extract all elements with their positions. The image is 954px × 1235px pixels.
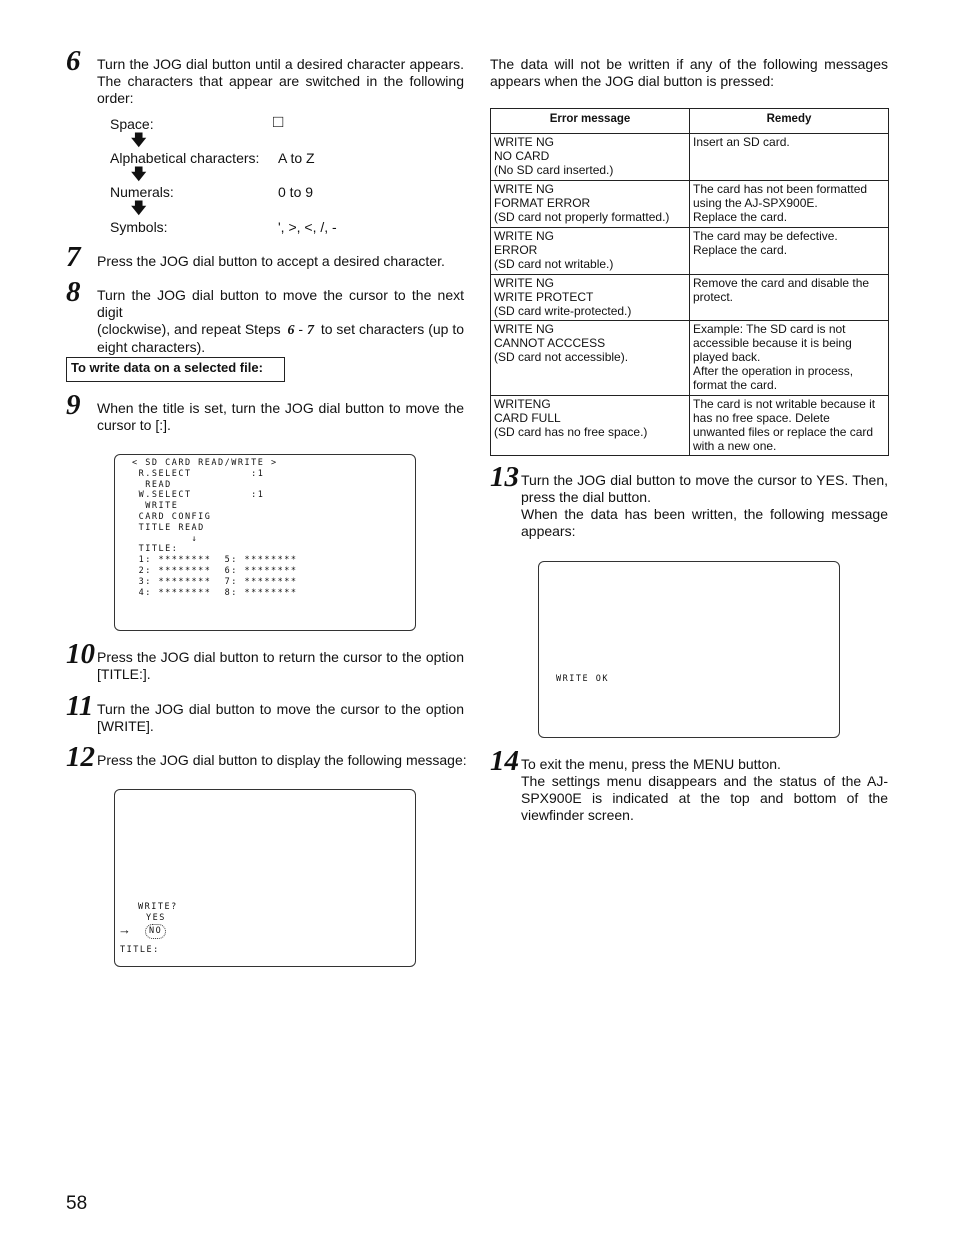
order-symbols-value: ', >, <, /, - <box>278 219 337 235</box>
cursor-arrow-icon: → <box>118 922 131 937</box>
page-number: 58 <box>66 1193 88 1214</box>
step-10-number: 10 <box>66 638 95 670</box>
write-ok-message: WRITE OK <box>556 674 609 684</box>
remedy-cell: The card has not been formatted using the AJ-SPX900E. Replace the card. <box>690 181 889 228</box>
step-6-text: Turn the JOG dial button until a desired character appears. The characters that appear are switched in the following order: <box>97 56 464 106</box>
order-space-label: Space: <box>110 116 154 132</box>
screen-menu-lines: < SD CARD READ/WRITE > R.SELECT :1 READ W.SELECT :1 WRITE CARD CONFIG TITLE READ ↓ TITLE: 1: ******** 5: ******** 2: ******** 6: ******** 3: ******** 7: ******** 4: ******** 8: ******** <box>132 458 298 598</box>
step-9-text: When the title is set, turn the JOG dial button to move the cursor to [:]. <box>97 400 464 433</box>
option-yes: YES <box>146 913 166 923</box>
error-message-cell: WRITENG CARD FULL (SD card has no free space.) <box>491 396 690 456</box>
remedy-cell: The card may be defective. Replace the card. <box>690 228 889 275</box>
remedy-cell: Insert an SD card. <box>690 134 889 181</box>
write-question: WRITE? <box>138 902 178 912</box>
step-10-text: Press the JOG dial button to return the cursor to the option [TITLE:]. <box>97 649 464 682</box>
step-6-number: 6 <box>66 45 81 77</box>
table-header-row <box>491 109 889 134</box>
error-message-cell: WRITE NG ERROR (SD card not writable.) <box>491 228 690 275</box>
step-12-text: Press the JOG dial button to display the following message: <box>97 752 467 768</box>
step-13-number: 13 <box>490 461 519 493</box>
table-row <box>491 228 889 275</box>
down-arrow-icon: 🡇 <box>131 166 147 183</box>
step-14-text: To exit the menu, press the MENU button. The settings menu disappears and the status of the AJ- SPX900E is indicated at the top and bottom of the viewfinder screen. <box>521 756 888 823</box>
title-label: TITLE: <box>120 945 160 955</box>
step-11-text: Turn the JOG dial button to move the cursor to the option [WRITE]. <box>97 701 464 734</box>
step-7-number: 7 <box>66 241 81 273</box>
remedy-cell: Example: The SD card is not accessible because it is being played back. After the operation in process, format the card. <box>690 321 889 396</box>
header-remedy: Remedy <box>690 109 889 134</box>
order-alpha-value: A to Z <box>278 150 315 166</box>
order-numerals-value: 0 to 9 <box>278 184 314 200</box>
error-message-cell: WRITE NG WRITE PROTECT (SD card write-protected.) <box>491 275 690 321</box>
error-message-cell: WRITE NG NO CARD (No SD card inserted.) <box>491 134 690 181</box>
remedy-cell: Remove the card and disable the protect. <box>690 275 889 321</box>
step-8-number: 8 <box>66 276 81 308</box>
remedy-cell: The card is not writable because it has no free space. Delete unwanted files or replace the card with a new one. <box>690 396 889 456</box>
down-arrow-icon: 🡇 <box>131 200 147 217</box>
error-message-cell: WRITE NG FORMAT ERROR (SD card not properly formatted.) <box>491 181 690 228</box>
table-row <box>491 275 889 321</box>
table-row <box>491 181 889 228</box>
table-intro: The data will not be written if any of the following messages appears when the JOG dial button is pressed: <box>490 56 888 89</box>
step-ref-7: 7 <box>306 323 314 338</box>
error-message-cell: WRITE NG CANNOT ACCCESS (SD card not accessible). <box>491 321 690 396</box>
error-table <box>490 108 889 456</box>
option-no-selected: NO <box>145 924 166 939</box>
order-symbols-label: Symbols: <box>110 219 168 235</box>
step-ref-6: 6 <box>287 323 295 338</box>
step-13-text: Turn the JOG dial button to move the cursor to YES. Then, press the dial button. When the data has been written, the following message appears: <box>521 472 888 539</box>
table-row <box>491 134 889 181</box>
step-14-number: 14 <box>490 745 519 777</box>
step-11-number: 11 <box>66 690 94 722</box>
header-error-message: Error message <box>491 109 690 134</box>
section-heading: To write data on a selected file: <box>66 357 285 382</box>
step-8-text: Turn the JOG dial button to move the cursor to the next digit (clockwise), and repeat Steps 6 - 7 to set characters (up to eight characters). <box>97 287 464 355</box>
order-numerals-label: Numerals: <box>110 184 174 200</box>
order-alpha-label: Alphabetical characters: <box>110 150 260 166</box>
step-9-number: 9 <box>66 389 81 421</box>
menu-screen-sd-card <box>114 454 416 631</box>
menu-screen-write-ok <box>538 561 840 738</box>
step-12-number: 12 <box>66 741 95 773</box>
menu-screen-write-confirm <box>114 789 416 967</box>
table-row <box>491 396 889 456</box>
table-row <box>491 321 889 396</box>
space-symbol-icon: □ <box>273 112 284 131</box>
step-7-text: Press the JOG dial button to accept a desired character. <box>97 253 445 269</box>
down-arrow-icon: 🡇 <box>131 132 147 149</box>
